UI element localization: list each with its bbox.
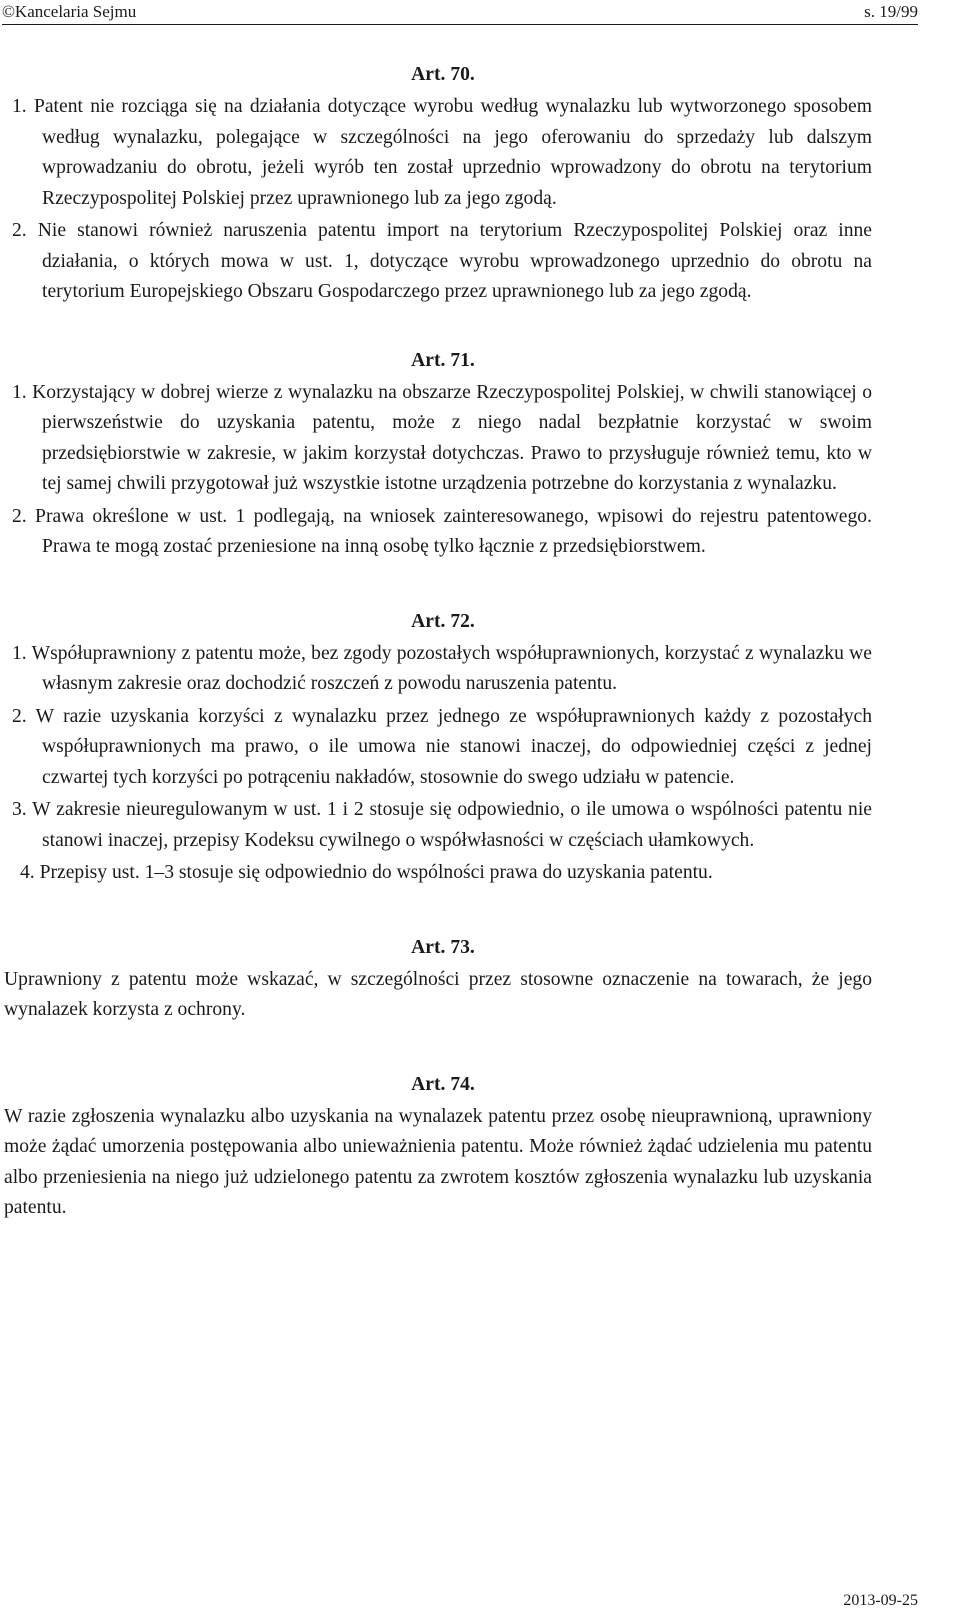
document-body bbox=[4, 60, 872, 1226]
article-title: Art. 70. bbox=[411, 64, 475, 85]
article-72 bbox=[4, 607, 872, 889]
article-paragraph: 4. Przepisy ust. 1–3 stosuje się odpowiednio do wspólności prawa do uzyskania patentu. bbox=[20, 862, 713, 883]
article-73 bbox=[4, 933, 872, 1026]
header-publisher: ©Kancelaria Sejmu bbox=[2, 2, 137, 21]
section-gap bbox=[4, 565, 872, 607]
article-paragraph: W razie zgłoszenia wynalazku albo uzyskania na wynalazek patentu przez osobę nieuprawnioną, uprawniony może żądać umorzenia postępowania albo unieważnienia patentu. Może również żądać udzielenia mu patentu albo przeniesienia na niego już udzielonego patentu za zwrotem kosztów zgłoszenia wynalazku lub uzyskania patentu. bbox=[4, 1105, 872, 1218]
header-page-number: s. 19/99 bbox=[864, 2, 918, 21]
article-70 bbox=[4, 60, 872, 308]
article-paragraph: 1. Korzystający w dobrej wierze z wynalazku na obszarze Rzeczypospolitej Polskiej, w chwili stanowiącej o pierwszeństwie do uzyskania patentu, może z niego nadal bezpłatnie korzystać w swoim przedsiębiorstwie w zakresie, w jakim korzystał dotychczas. Prawo to przysługuje również temu, kto w tej samej chwili przygotował już wszystkie istotne urządzenia potrzebne do korzystania z wynalazku. bbox=[12, 381, 872, 494]
section-gap bbox=[4, 310, 872, 346]
article-paragraph: Uprawniony z patentu może wskazać, w szczególności przez stosowne oznaczenie na towarach, że jego wynalazek korzysta z ochrony. bbox=[4, 968, 872, 1020]
article-title: Art. 74. bbox=[411, 1073, 475, 1095]
article-paragraph: 1. Patent nie rozciąga się na działania dotyczące wyrobu według wynalazku lub wytworzonego sposobem według wynalazku, polegające w szczególności na jego oferowaniu do sprzedaży lub dalszym wprowadzaniu do obrotu, jeżeli wyrób ten został uprzednio wprowadzony do obrotu na terytorium Rzeczypospolitej Polskiej przez uprawnionego lub za jego zgodą. bbox=[12, 96, 872, 209]
article-title: Art. 73. bbox=[411, 936, 475, 958]
article-71 bbox=[4, 346, 872, 563]
article-paragraph: 2. W razie uzyskania korzyści z wynalazku przez jednego ze współuprawnionych każdy z pozostałych współuprawnionych ma prawo, o ile umowa nie stanowi inaczej, do odpowiedniej części z jednej czwartej tych korzyści po potrąceniu nakładów, stosownie do swego udziału w patencie. bbox=[12, 705, 872, 788]
footer-date: 2013-09-25 bbox=[843, 1592, 918, 1609]
article-title: Art. 72. bbox=[411, 610, 475, 632]
article-paragraph: 2. Nie stanowi również naruszenia patentu import na terytorium Rzeczypospolitej Polskiej oraz inne działania, o których mowa w ust. 1, dotyczące wyrobu wprowadzonego uprzednio do obrotu na terytorium Europejskiego Obszaru Gospodarczego przez uprawnionego lub za jego zgodą. bbox=[12, 220, 872, 302]
article-paragraph: 3. W zakresie nieuregulowanym w ust. 1 i 2 stosuje się odpowiednio, o ile umowa o wspólności patentu nie stanowi inaczej, przepisy Kodeksu cywilnego o współwłasności w częściach ułamkowych. bbox=[12, 799, 872, 851]
article-74 bbox=[4, 1070, 872, 1224]
article-paragraph: 1. Współuprawniony z patentu może, bez zgody pozostałych współuprawnionych, korzystać z wynalazku we własnym zakresie oraz dochodzić roszczeń z powodu naruszenia patentu. bbox=[12, 642, 872, 694]
article-paragraph: 2. Prawa określone w ust. 1 podlegają, na wniosek zainteresowanego, wpisowi do rejestru patentowego. Prawa te mogą zostać przeniesione na inną osobę tylko łącznie z przedsiębiorstwem. bbox=[12, 505, 872, 557]
section-gap bbox=[4, 1028, 872, 1070]
section-gap bbox=[4, 891, 872, 933]
article-title: Art. 71. bbox=[411, 349, 475, 371]
page-header bbox=[2, 2, 918, 25]
